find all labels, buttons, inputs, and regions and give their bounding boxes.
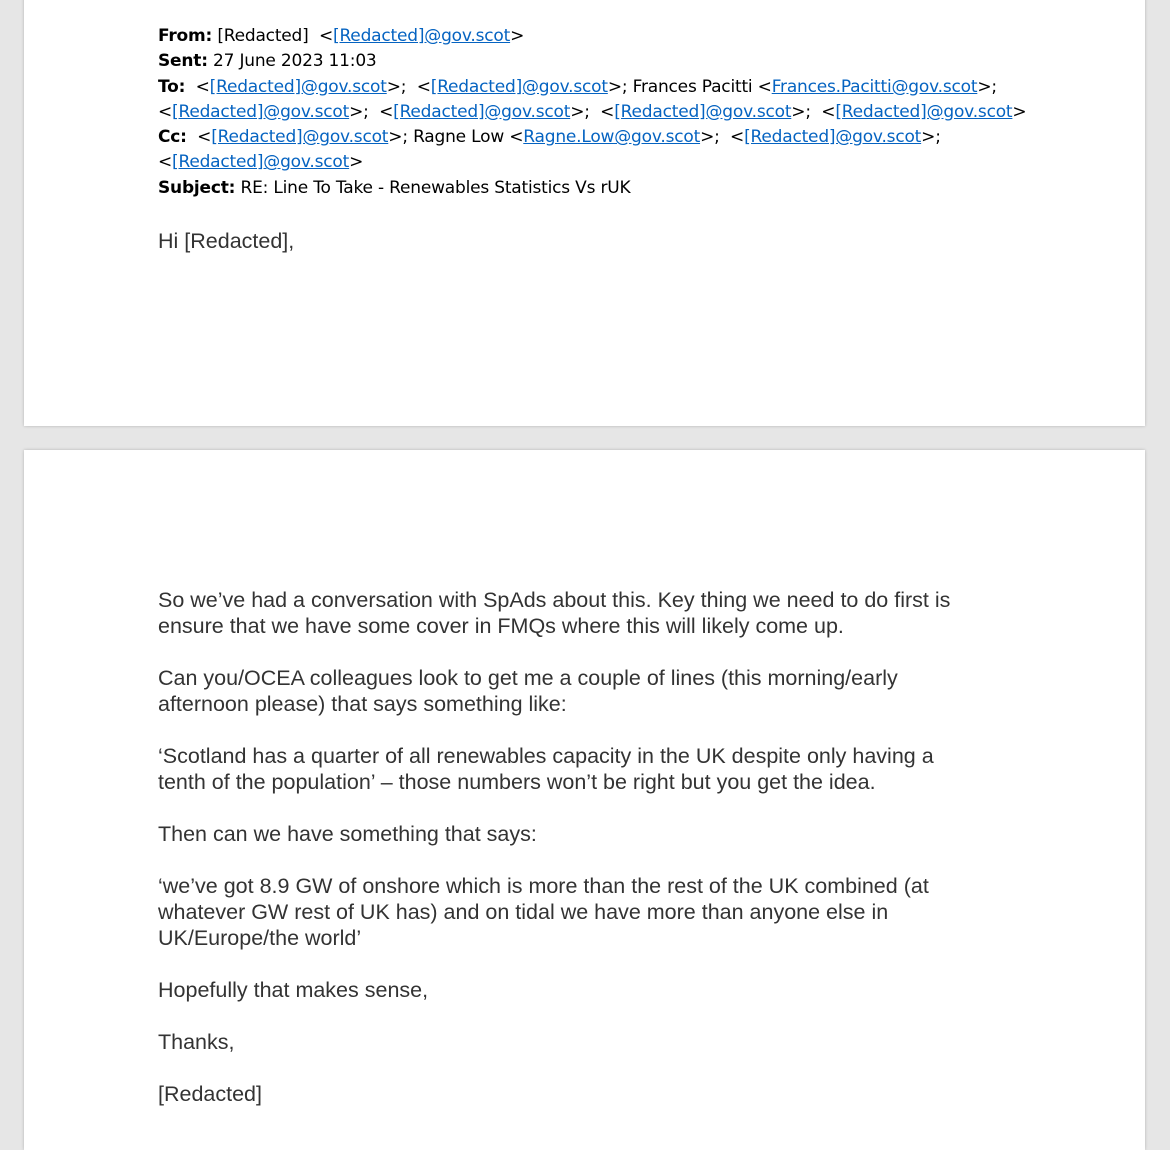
- body-line: whatever GW rest of UK has) and on tidal we have more than anyone else in: [158, 900, 889, 924]
- document-page-2: [24, 450, 1145, 1150]
- body-paragraph: Thanks,: [158, 1030, 235, 1054]
- from-label: From:: [158, 26, 213, 46]
- sent-value: 27 June 2023 11:03: [213, 51, 377, 72]
- body-paragraph: [158, 743, 1118, 795]
- body-paragraph: Then can we have something that says:: [158, 822, 537, 846]
- subject-line: [158, 176, 1026, 201]
- signature: [Redacted]: [158, 1082, 262, 1106]
- subject-value: RE: Line To Take - Renewables Statistics Vs rUK: [240, 177, 631, 198]
- cc-email-link[interactable]: [Redacted]@gov.scot: [744, 127, 922, 148]
- to-line-1: To: <[Redacted]@gov.scot>; <[Redacted]@gov.scot>; Frances Pacitti <Frances.Pacitti@gov.scot>;: [158, 76, 997, 97]
- email-body: [158, 587, 1118, 1107]
- body-line: ‘we’ve got 8.9 GW of onshore which is more than the rest of the UK combined (at: [158, 874, 929, 898]
- cc-line-1: Cc: <[Redacted]@gov.scot>; Ragne Low <Ragne.Low@gov.scot>; <[Redacted]@gov.scot>;: [158, 127, 941, 148]
- from-line: From: [Redacted] <[Redacted]@gov.scot>: [158, 26, 525, 46]
- body-paragraph: [158, 873, 1118, 951]
- body-paragraph: [158, 587, 1118, 639]
- to-line-2: <[Redacted]@gov.scot>; <[Redacted]@gov.scot>; <[Redacted]@gov.scot>; <[Redacted]@gov.scot>: [158, 101, 1027, 122]
- subject-label: Subject:: [158, 177, 236, 198]
- cc-email-link[interactable]: [Redacted]@gov.scot: [172, 152, 350, 173]
- cc-email-link[interactable]: [Redacted]@gov.scot: [211, 127, 389, 148]
- cc-recipient-name: Ragne Low: [413, 127, 505, 148]
- body-line: afternoon please) that says something like:: [158, 692, 567, 716]
- to-email-link[interactable]: [Redacted]@gov.scot: [172, 101, 350, 122]
- to-email-link[interactable]: [Redacted]@gov.scot: [209, 76, 387, 97]
- body-line: ensure that we have some cover in FMQs where this will likely come up.: [158, 614, 844, 638]
- body-paragraph: Hopefully that makes sense,: [158, 978, 429, 1002]
- to-recipient-name: Frances Pacitti: [632, 76, 753, 97]
- from-name: [Redacted]: [217, 26, 309, 46]
- sent-line: [158, 49, 1026, 74]
- greeting: Hi [Redacted],: [158, 229, 295, 253]
- body-line: tenth of the population’ – those numbers won’t be right but you get the idea.: [158, 770, 876, 794]
- body-line: Can you/OCEA colleagues look to get me a couple of lines (this morning/early: [158, 666, 898, 690]
- to-email-link[interactable]: [Redacted]@gov.scot: [614, 101, 792, 122]
- cc-label: Cc:: [158, 127, 187, 148]
- body-line: So we’ve had a conversation with SpAds about this. Key thing we need to do first is: [158, 588, 951, 612]
- to-email-link[interactable]: [Redacted]@gov.scot: [835, 101, 1013, 122]
- cc-email-link[interactable]: Ragne.Low@gov.scot: [523, 127, 701, 148]
- body-line: UK/Europe/the world’: [158, 926, 362, 950]
- to-email-link[interactable]: [Redacted]@gov.scot: [393, 101, 571, 122]
- sent-label: Sent:: [158, 51, 208, 72]
- document-page-1: [24, 0, 1145, 426]
- email-header: [158, 24, 1026, 201]
- body-paragraph: [158, 665, 1118, 717]
- body-line: ‘Scotland has a quarter of all renewables capacity in the UK despite only having a: [158, 744, 934, 768]
- to-label: To:: [158, 76, 186, 97]
- to-email-link[interactable]: [Redacted]@gov.scot: [430, 76, 608, 97]
- to-email-link[interactable]: Frances.Pacitti@gov.scot: [771, 76, 978, 97]
- from-email-link[interactable]: [Redacted]@gov.scot: [333, 26, 511, 46]
- cc-line-2: <[Redacted]@gov.scot>: [158, 152, 364, 173]
